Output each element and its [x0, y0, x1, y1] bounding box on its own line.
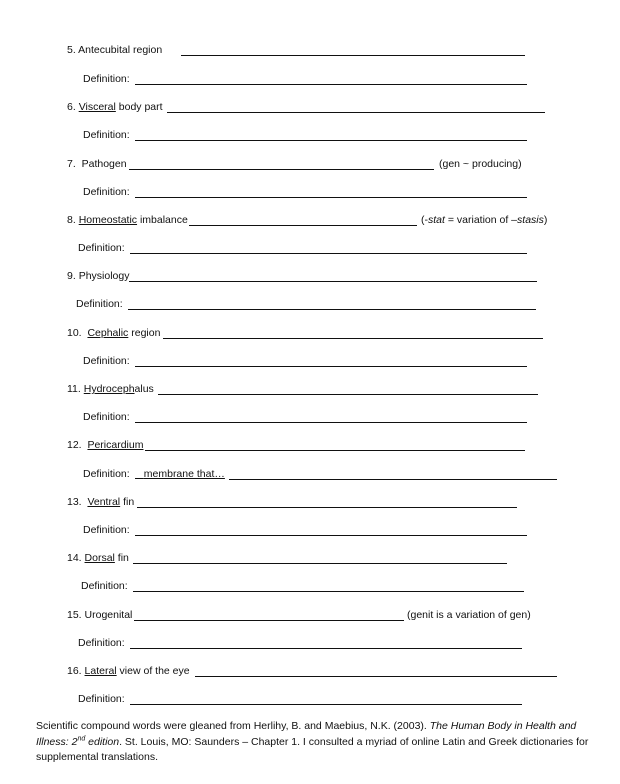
definition-line-10[interactable]: [135, 366, 527, 367]
term-10: 10. Cephalic region: [67, 326, 557, 340]
definition-10: Definition:: [83, 354, 543, 368]
definition-9: Definition:: [76, 297, 546, 311]
definition-line-12[interactable]: [229, 479, 557, 480]
definition-line-5[interactable]: [135, 84, 527, 85]
term-7: 7. Pathogen (gen ~ producing): [67, 158, 522, 170]
term-6: 6. Visceral body part: [67, 100, 557, 114]
term-9: 9. Physiology: [67, 269, 557, 283]
term-14: 14. Dorsal fin: [67, 551, 557, 565]
answer-line-13[interactable]: [137, 507, 517, 508]
term-16: 16. Lateral view of the eye: [67, 664, 567, 678]
term-5: [67, 43, 537, 57]
term-11: 11. Hydrocephalus: [67, 382, 557, 396]
definition-line-11[interactable]: [135, 422, 527, 423]
etymology-note: (-stat = variation of –stasis): [421, 214, 548, 226]
etymology-note: (gen ~ producing): [439, 158, 522, 170]
definition-5: [83, 72, 543, 86]
definition-line-14[interactable]: [133, 591, 524, 592]
term-13: 13. Ventral fin: [67, 495, 557, 509]
answer-line-5[interactable]: [181, 55, 525, 56]
citation-footer: Scientific compound words were gleaned from Herlihy, B. and Maebius, N.K. (2003). The Human Body in Health and Illness: 2nd edition. St. Louis, MO: Saunders – Chapter 1. I consulted a myriad of online Latin and Greek dictionaries for supplemental translations.: [36, 720, 589, 763]
etymology-note: (genit is a variation of gen): [407, 609, 531, 621]
answer-line-9[interactable]: [129, 281, 537, 282]
answer-line-16[interactable]: [195, 676, 557, 677]
answer-line-10[interactable]: [163, 338, 543, 339]
answer-line-15[interactable]: [134, 620, 404, 621]
term-12: 12. Pericardium: [67, 438, 557, 452]
answer-line-8[interactable]: [189, 225, 417, 226]
term-text: Antecubital region: [78, 44, 163, 56]
term-8: 8. Homeostatic imbalance (-stat = variation of –stasis): [67, 214, 548, 226]
definition-prefill: membrane that…: [143, 468, 225, 480]
underlined-root: Visceral: [78, 101, 116, 113]
definition-6: Definition:: [83, 128, 543, 142]
answer-line-14[interactable]: [133, 563, 507, 564]
definition-line-15[interactable]: [130, 648, 522, 649]
definition-line-13[interactable]: [135, 535, 527, 536]
definition-line-8[interactable]: [130, 253, 527, 254]
definition-line-16[interactable]: [130, 704, 522, 705]
answer-line-11[interactable]: [158, 394, 538, 395]
definition-line-6[interactable]: [135, 140, 527, 141]
answer-line-6[interactable]: [167, 112, 545, 113]
definition-13: Definition:: [83, 523, 543, 537]
definition-15: Definition:: [78, 636, 538, 650]
answer-line-12[interactable]: [145, 450, 525, 451]
definition-8: Definition:: [78, 241, 538, 255]
definition-7: Definition:: [83, 185, 543, 199]
definition-line-7[interactable]: [135, 197, 527, 198]
definition-14: Definition:: [81, 579, 541, 593]
term-15: 15. Urogenital (genit is a variation of gen): [67, 609, 531, 621]
definition-11: Definition:: [83, 410, 543, 424]
answer-line-7[interactable]: [129, 169, 434, 170]
definition-16: Definition:: [78, 692, 538, 706]
definition-line-9[interactable]: [128, 309, 536, 310]
definition-label: Definition:: [83, 73, 130, 85]
term-number: 5.: [67, 44, 76, 56]
definition-12: Definition: membrane that…: [83, 467, 563, 481]
